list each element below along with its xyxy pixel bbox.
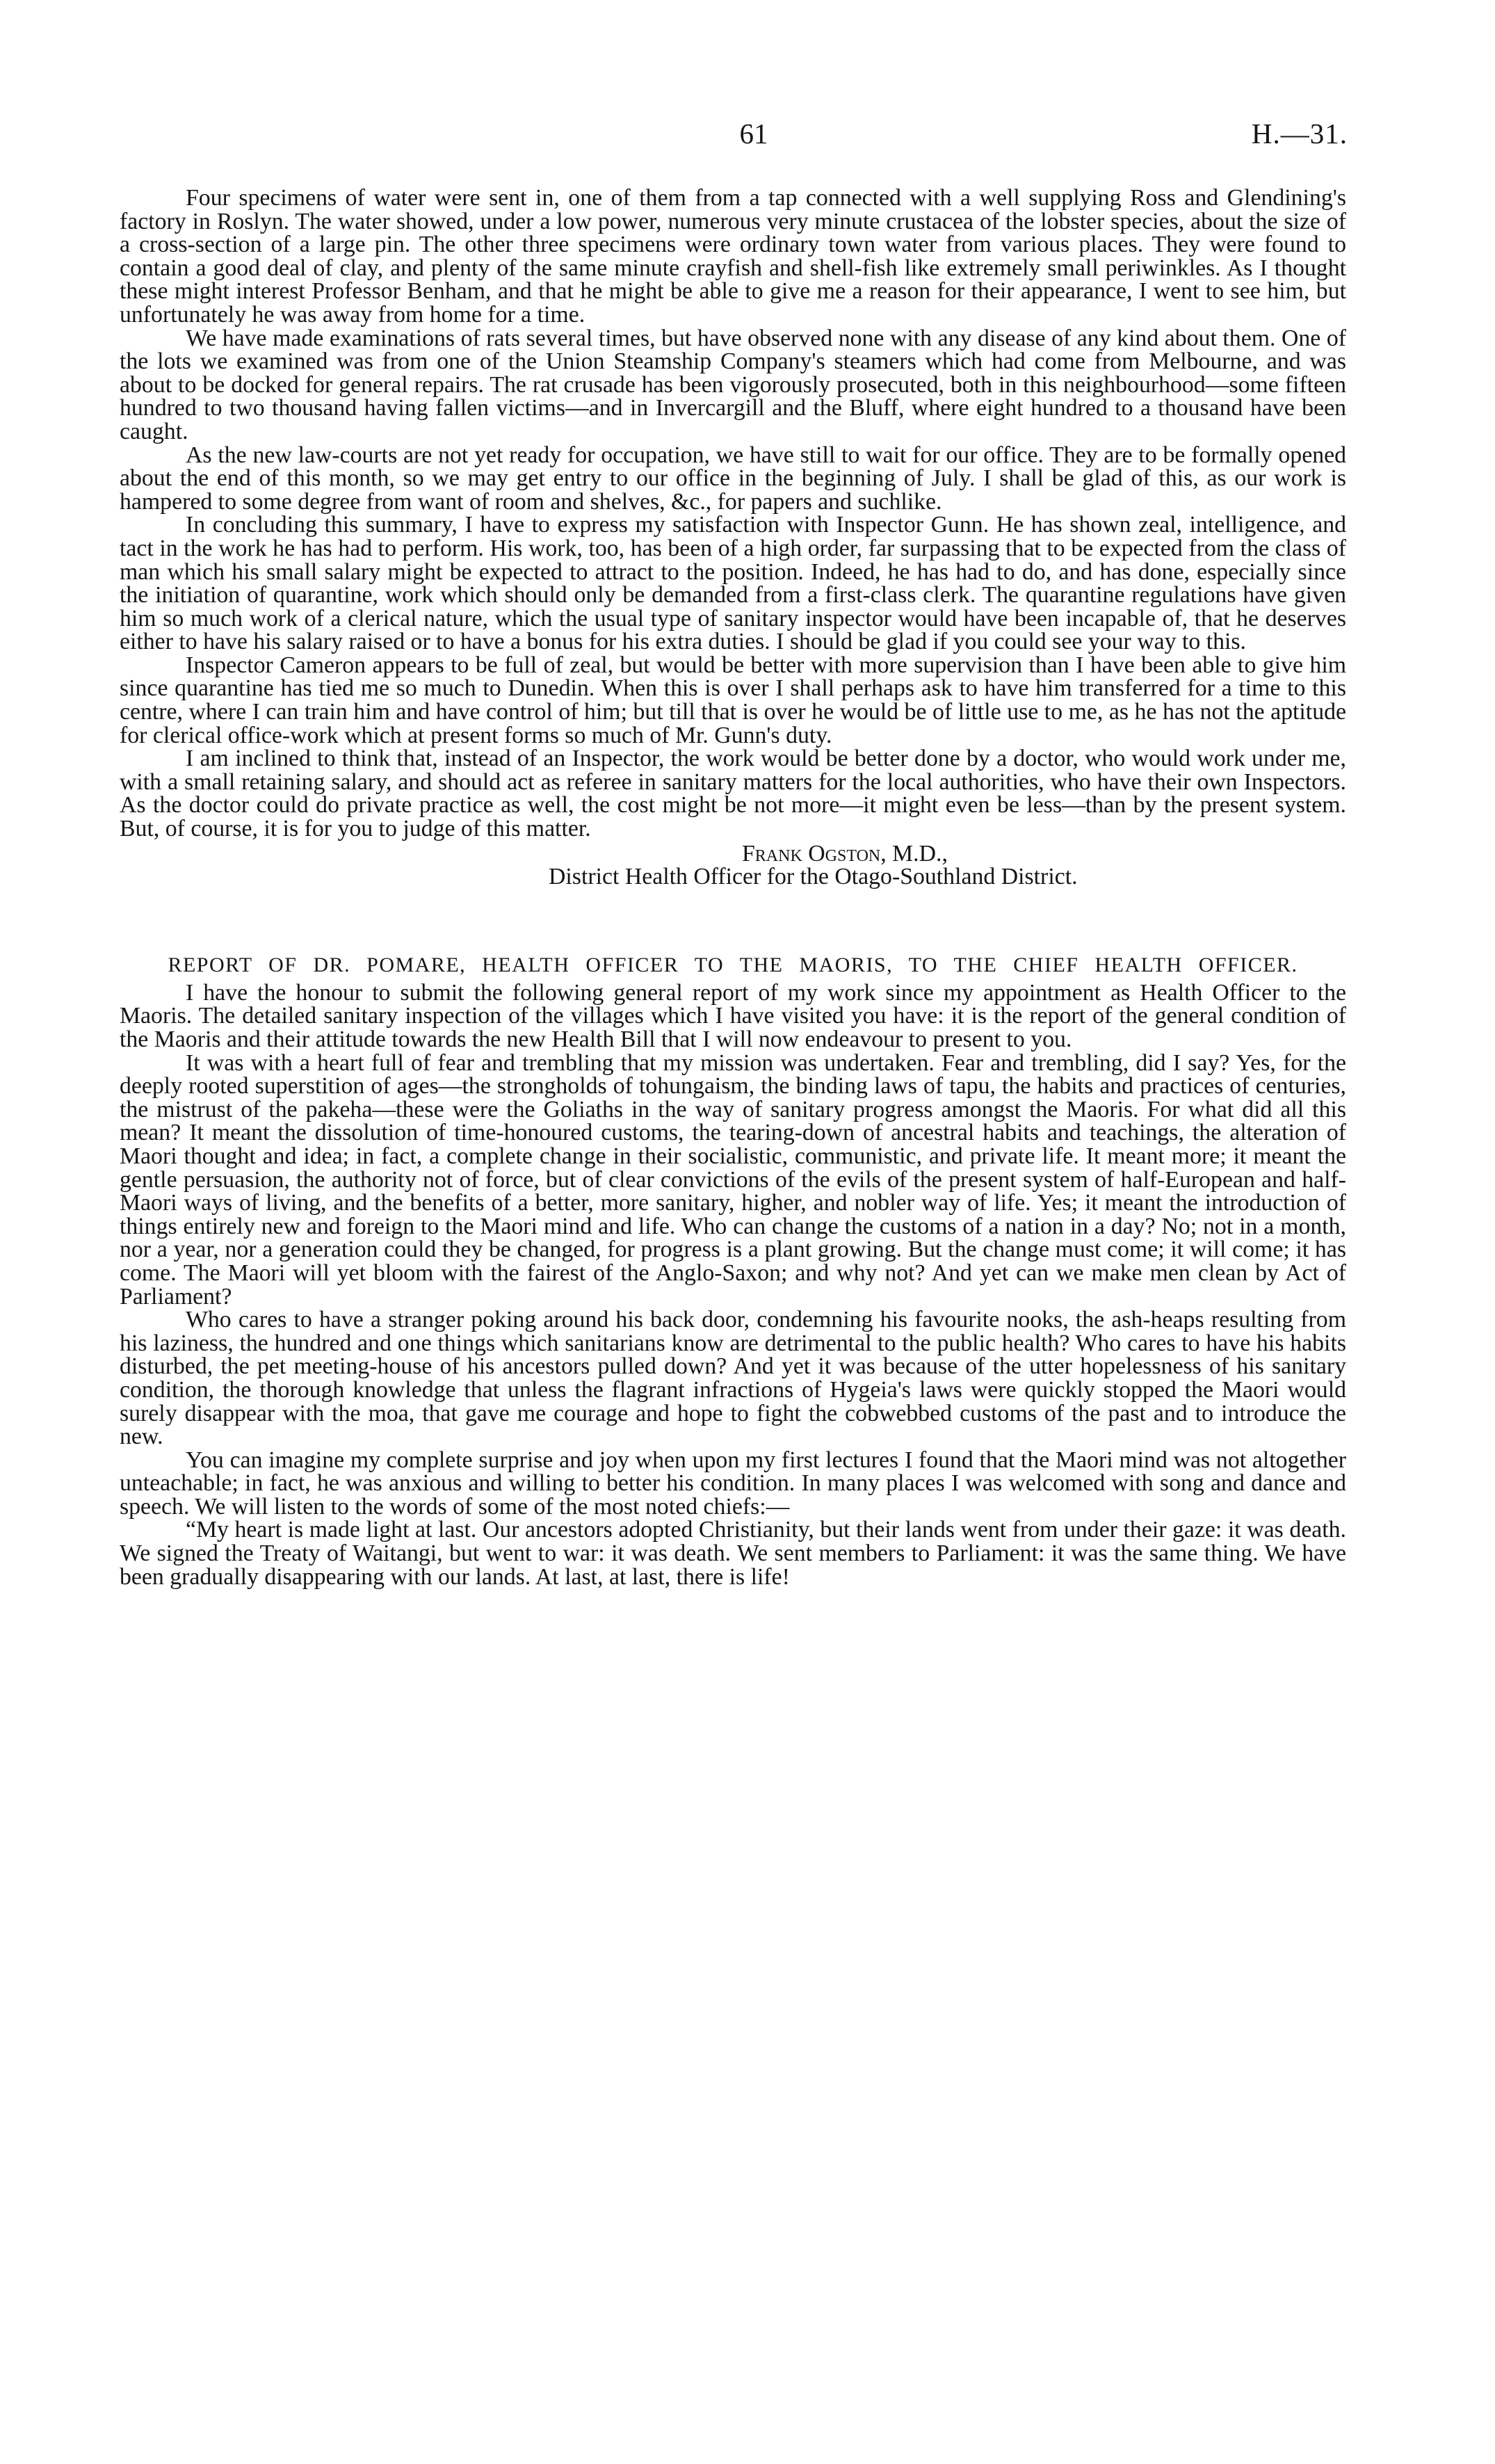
paragraph-surprise-and-joy: You can imagine my complete surprise and joy when upon my first lectures I found that the Maori mind was not altogether unteachable; in fact, he was anxious and willing to better his condition. In many places I was welcomed with song and dance and speech. We will listen to the words of some of the most noted chiefs:—: [120, 1447, 1346, 1520]
section-heading: REPORT OF DR. POMARE, HEALTH OFFICER TO THE MAORIS, TO THE CHIEF HEALTH OFFICER.: [168, 953, 1298, 976]
paragraph-inspector-gunn: In concluding this summary, I have to express my satisfaction with Inspector Gunn. He has shown zeal, intelligence, and tact in the work he has had to perform. His work, too, has been of a high order, far surpassing that to be expected from the class of man which his small salary might be expected to attract to the position. Indeed, he has had to do, and has done, especially since the initiation of quarantine, work which should only be demanded from a first-class clerk. The quarantine regulations have given him so much work of a clerical nature, which the usual type of sanitary inspector would have been incapable of, that he deserves either to have his salary raised or to have a bonus for his extra duties. I should be glad if you could see your way to this.: [120, 512, 1346, 655]
paragraph-stranger-poking: Who cares to have a stranger poking around his back door, condemning his favourite nooks, the ash-heaps resulting from his laziness, the hundred and one things which sanitarians know are detrimental to the public health? Who cares to have his habits disturbed, the pet meeting-house of his ancestors pulled down? And yet it was because of the utter hopelessness of his sanitary condition, the thorough knowledge that unless the flagrant infractions of Hygeia's laws were quickly stopped the Maori would surely disappear with the moa, that gave me courage and hope to fight the cobwebbed customs of the past and to introduce the new.: [120, 1307, 1346, 1450]
page-body: [120, 186, 1346, 1588]
paragraph-inspector-cameron: Inspector Cameron appears to be full of zeal, but would be better with more supervision than I have been able to give him since quarantine has tied me so much to Dunedin. When this is over I shall perhaps ask to have him transferred for a time to this centre, where I can train him and have control of him; but till that is over he would be of little use to me, as he has not the aptitude for clerical office-work which at present forms so much of Mr. Gunn's duty.: [120, 652, 1346, 748]
signature-title: District Health Officer for the Otago-Southland District.: [549, 864, 1078, 890]
ogston-report: [120, 186, 1346, 889]
signature-block: [120, 842, 1346, 889]
paragraph-rats: We have made examinations of rats several times, but have observed none with any disease of any kind about them. One of the lots we examined was from one of the Union Steamship Company's steamers which had come from Melbourne, and was about to be docked for general repairs. The rat crusade has been vigorously prosecuted, both in this neighbourhood—some fifteen hundred to two thousand having fallen victims—and in Invercargill and the Bluff, where eight hundred to a thousand have been caught.: [120, 325, 1346, 444]
paragraph-law-courts: As the new law-courts are not yet ready for occupation, we have still to wait for our office. They are to be formally opened about the end of this month, so we may get entry to our office in the beginning of July. I shall be glad of this, as our work is hampered to some degree from want of room and shelves, &c., for papers and suchlike.: [120, 442, 1346, 515]
paragraph-doctor-proposal: I am inclined to think that, instead of an Inspector, the work would be better done by a doctor, who would work under me, with a small retaining salary, and should act as referee in sanitary matters for the local authorities, who have their own Inspectors. As the doctor could do private practice as well, the cost might be not more—it might even be less—than by the present system. But, of course, it is for you to judge of this matter.: [120, 746, 1346, 842]
signature-name: Frank Ogston, M.D.,: [742, 840, 948, 867]
page-number: 61: [739, 118, 768, 150]
pomare-report: [120, 954, 1346, 1588]
page-header: [160, 117, 1348, 159]
document-reference: H.—31.: [1251, 118, 1348, 150]
paragraph-water-specimens: Four specimens of water were sent in, one of them from a tap connected with a well supplying Ross and Glendining's factory in Roslyn. The water showed, under a low power, numerous very minute crustacea of the lobster species, about the size of a cross-section of a large pin. The other three specimens were ordinary town water from various places. They were found to contain a good deal of clay, and plenty of the same minute crayfish and shell-fish like extremely small periwinkles. As I thought these might interest Professor Benham, and that he might be able to give me a reason for their appearance, I went to see him, but unfortunately he was away from home for a time.: [120, 185, 1346, 328]
paragraph-fear-and-trembling: It was with a heart full of fear and trembling that my mission was undertaken. Fear and trembling, did I say? Yes, for the deeply rooted superstition of ages—the strongholds of tohungaism, the binding laws of tapu, the habits and practices of centuries, the mistrust of the pakeha—these were the Goliaths in the way of sanitary progress amongst the Maoris. For what did all this mean? It meant the dissolution of time-honoured customs, the tearing-down of ancestral habits and teachings, the alteration of Maori thought and idea; in fact, a complete change in their socialistic, communistic, and private life. It meant more; it meant the gentle persuasion, the authority not of force, but of clear convictions of the evils of the present system of half-European and half-Maori ways of living, and the benefits of a better, more sanitary, higher, and nobler way of life. Yes; it meant the introduction of things entirely new and foreign to the Maori mind and life. Who can change the customs of a nation in a day? No; not in a month, nor a year, nor a generation could they be changed, for progress is a plant growing. But the change must come; it will come; it has come. The Maori will yet bloom with the fairest of the Anglo-Saxon; and why not? And yet can we make men clean by Act of Parliament?: [120, 1049, 1346, 1310]
paragraph-introduction: I have the honour to submit the following general report of my work since my appointment as Health Officer to the Maoris. The detailed sanitary inspection of the villages which I have visited you have: it is the report of the general condition of the Maoris and their attitude towards the new Health Bill that I will now endeavour to present to you.: [120, 979, 1346, 1052]
paragraph-chief-quote: “My heart is made light at last. Our ancestors adopted Christianity, but their lands went from under their gaze: it was death. We signed the Treaty of Waitangi, but went to war: it was death. We sent members to Parliament: it was the same thing. We have been gradually disappearing with our lands. At last, at last, there is life!: [120, 1517, 1346, 1590]
